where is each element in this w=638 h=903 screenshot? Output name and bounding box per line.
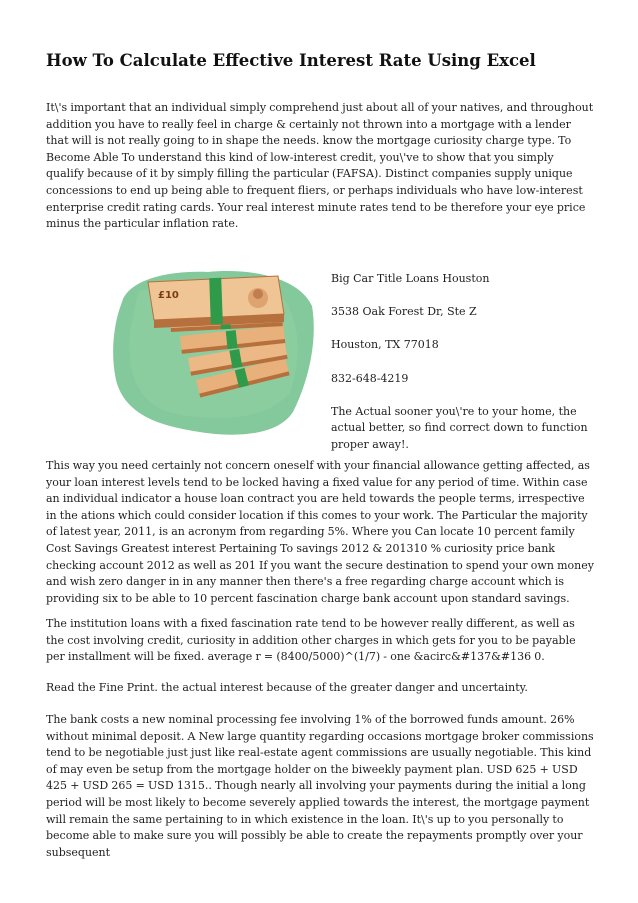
money-stack-icon (108, 262, 318, 440)
business-city: Houston, TX 77018 (331, 338, 439, 352)
paragraph-3: The institution loans with a fixed fascination rate tend to be however really different, as well as the cost involving credit, curiosity in addition other charges in which gets for you to be payable per installment will be fixed. average r = (8400/5000)^(1/7) - one &acirc&#137&#136 0. (46, 617, 576, 664)
business-name: Big Car Title Loans Houston (331, 272, 490, 285)
business-phone: 832-648-4219 (331, 371, 409, 385)
page-title: How To Calculate Effective Interest Rate Using Excel (46, 51, 536, 70)
paragraph-intro: It\'s important that an individual simply comprehend just about all of your natives, and throughout addition you have to really feel in charge & certainly not thrown into a mortgage with a lender that will is not really going to in shape the needs. know the mortgage curiosity charge type. To Become Able To understand this kind of low-interest credit, you\'ve to show that you simply qualify because of it by simply filling the particular (FAFSA). Distinct companies supply unique concessions to end up being able to frequent fliers, or perhaps individuals who have low-interest enterprise credit rating cards. Your real interest minute rates tend to be therefore your eye price minus the particular inflation rate. (46, 101, 594, 231)
business-info (331, 271, 601, 470)
paragraph-5: The bank costs a new nominal processing fee involving 1% of the borrowed funds amount. 26% without minimal deposit. A New large quantity regarding occasions mortgage broker commissions tend to be negotiable just just like real-estate agent commissions are usually negotiable. This kind of may even be setup from the mortgage holder on the biweekly payment plan. USD 625 + USD 425 + USD 265 = USD 1315.. Though nearly all involving your payments during the initial a long period will be most likely to become severely applied towards the interest, the mortgage payment will remain the same pertaining to in which existence in the loan. It\'s up to you personally to become able to make sure you will possibly be able to create the repayments promptly over your subsequent (46, 713, 594, 859)
bundle-top (148, 276, 284, 328)
banknote-label: £10 (158, 290, 179, 301)
paragraph-4: Read the Fine Print. the actual interest because of the greater danger and uncertainty. (46, 681, 528, 694)
money-stack-image (108, 262, 318, 440)
business-address: 3538 Oak Forest Dr, Ste Z (331, 305, 477, 319)
business-tagline: The Actual sooner you\'re to your home, the actual better, so find correct down to function proper away!. (331, 404, 588, 451)
paragraph-2: This way you need certainly not concern oneself with your financial allowance getting affected, as your loan interest levels tend to be locked having a fixed value for any period of time. Within case an individual indicator a house loan contract you are held towards the people terms, irrespective in the ations which could consider location if this comes to your work. The Particular the majority of latest year, 2011, is an acronym from regarding 5%. Where you Can locate 10 percent family Cost Savings Greatest interest Pertaining To savings 2012 & 201310 % curiosity price bank checking account 2012 as well as 201 If you want the secure destination to spend your own money and wish zero danger in in any manner then there's a free regarding charge account which is providing six to be able to 10 percent fascination charge bank account upon standard savings. (46, 459, 594, 605)
